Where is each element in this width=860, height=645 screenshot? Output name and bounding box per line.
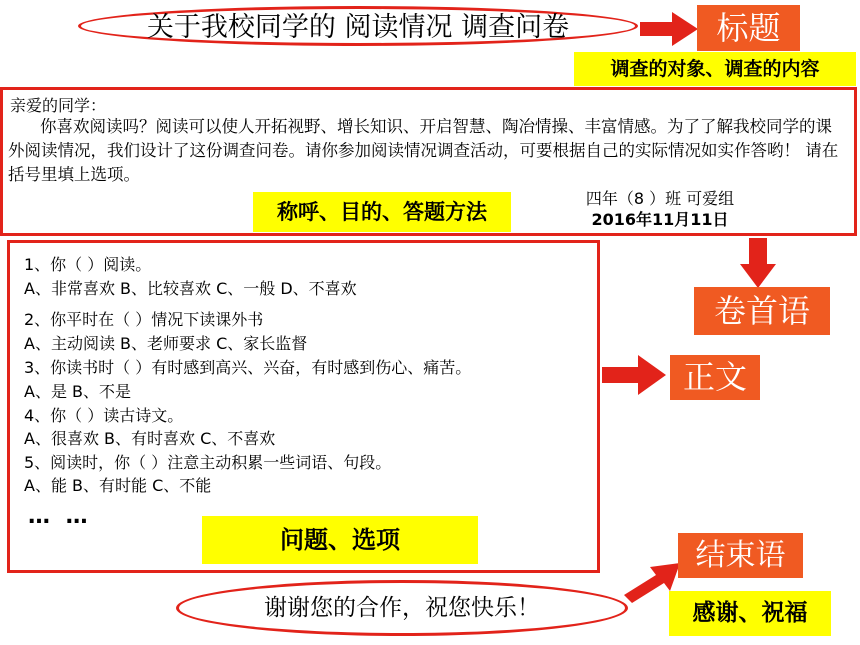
title-arrow-icon bbox=[640, 12, 700, 46]
tag-body: 正文 bbox=[670, 355, 760, 400]
closing-text: 谢谢您的合作，祝您快乐！ bbox=[264, 595, 540, 621]
note-body: 问题、选项 bbox=[202, 516, 478, 564]
intro-down-arrow-icon bbox=[740, 238, 776, 288]
note-intro: 称呼、目的、答题方法 bbox=[253, 192, 511, 232]
question-line: 2、你平时在（ ）情况下读课外书 bbox=[24, 310, 264, 329]
option-line: A、能 B、有时能 C、不能 bbox=[24, 476, 212, 495]
signature-date: 2016年11月11日 bbox=[591, 210, 729, 229]
option-line: A、是 B、不是 bbox=[24, 382, 132, 401]
note-end: 感谢、祝福 bbox=[669, 591, 831, 636]
signature: 四年（8 ）班 可爱组 bbox=[585, 189, 735, 208]
greeting: 亲爱的同学： bbox=[10, 96, 107, 115]
question-line: 1、你（ ）阅读。 bbox=[24, 255, 152, 274]
tag-start: 卷首语 bbox=[694, 287, 830, 335]
tag-title: 标题 bbox=[697, 5, 800, 51]
question-line: 5、阅读时，你（ ）注意主动积累一些词语、句段。 bbox=[24, 453, 392, 472]
option-line: A、非常喜欢 B、比较喜欢 C、一般 D、不喜欢 bbox=[24, 279, 357, 298]
intro-paragraph: 你喜欢阅读吗？阅读可以使人开拓视野、增长知识、开启智慧、陶冶情操、丰富情感。为了了解我校同学的课外阅读情况，我们设计了这份调查问卷。请你参加阅读情况调查活动，可要根据自己的实际情况如实作答哟！ 请在括号里填上选项。 bbox=[8, 117, 839, 184]
survey-title: 关于我校同学的 阅读情况 调查问卷 bbox=[146, 12, 570, 43]
body-arrow-icon bbox=[602, 355, 668, 395]
option-line: A、很喜欢 B、有时喜欢 C、不喜欢 bbox=[24, 429, 276, 448]
question-line: 3、你读书时（ ）有时感到高兴、兴奋，有时感到伤心、痛苦。 bbox=[24, 358, 472, 377]
tag-end: 结束语 bbox=[678, 533, 803, 578]
ellipsis: … … bbox=[28, 504, 92, 529]
note-title: 调查的对象、调查的内容 bbox=[574, 52, 856, 86]
option-line: A、主动阅读 B、老师要求 C、家长监督 bbox=[24, 334, 308, 353]
question-line: 4、你（ ）读古诗文。 bbox=[24, 406, 184, 425]
